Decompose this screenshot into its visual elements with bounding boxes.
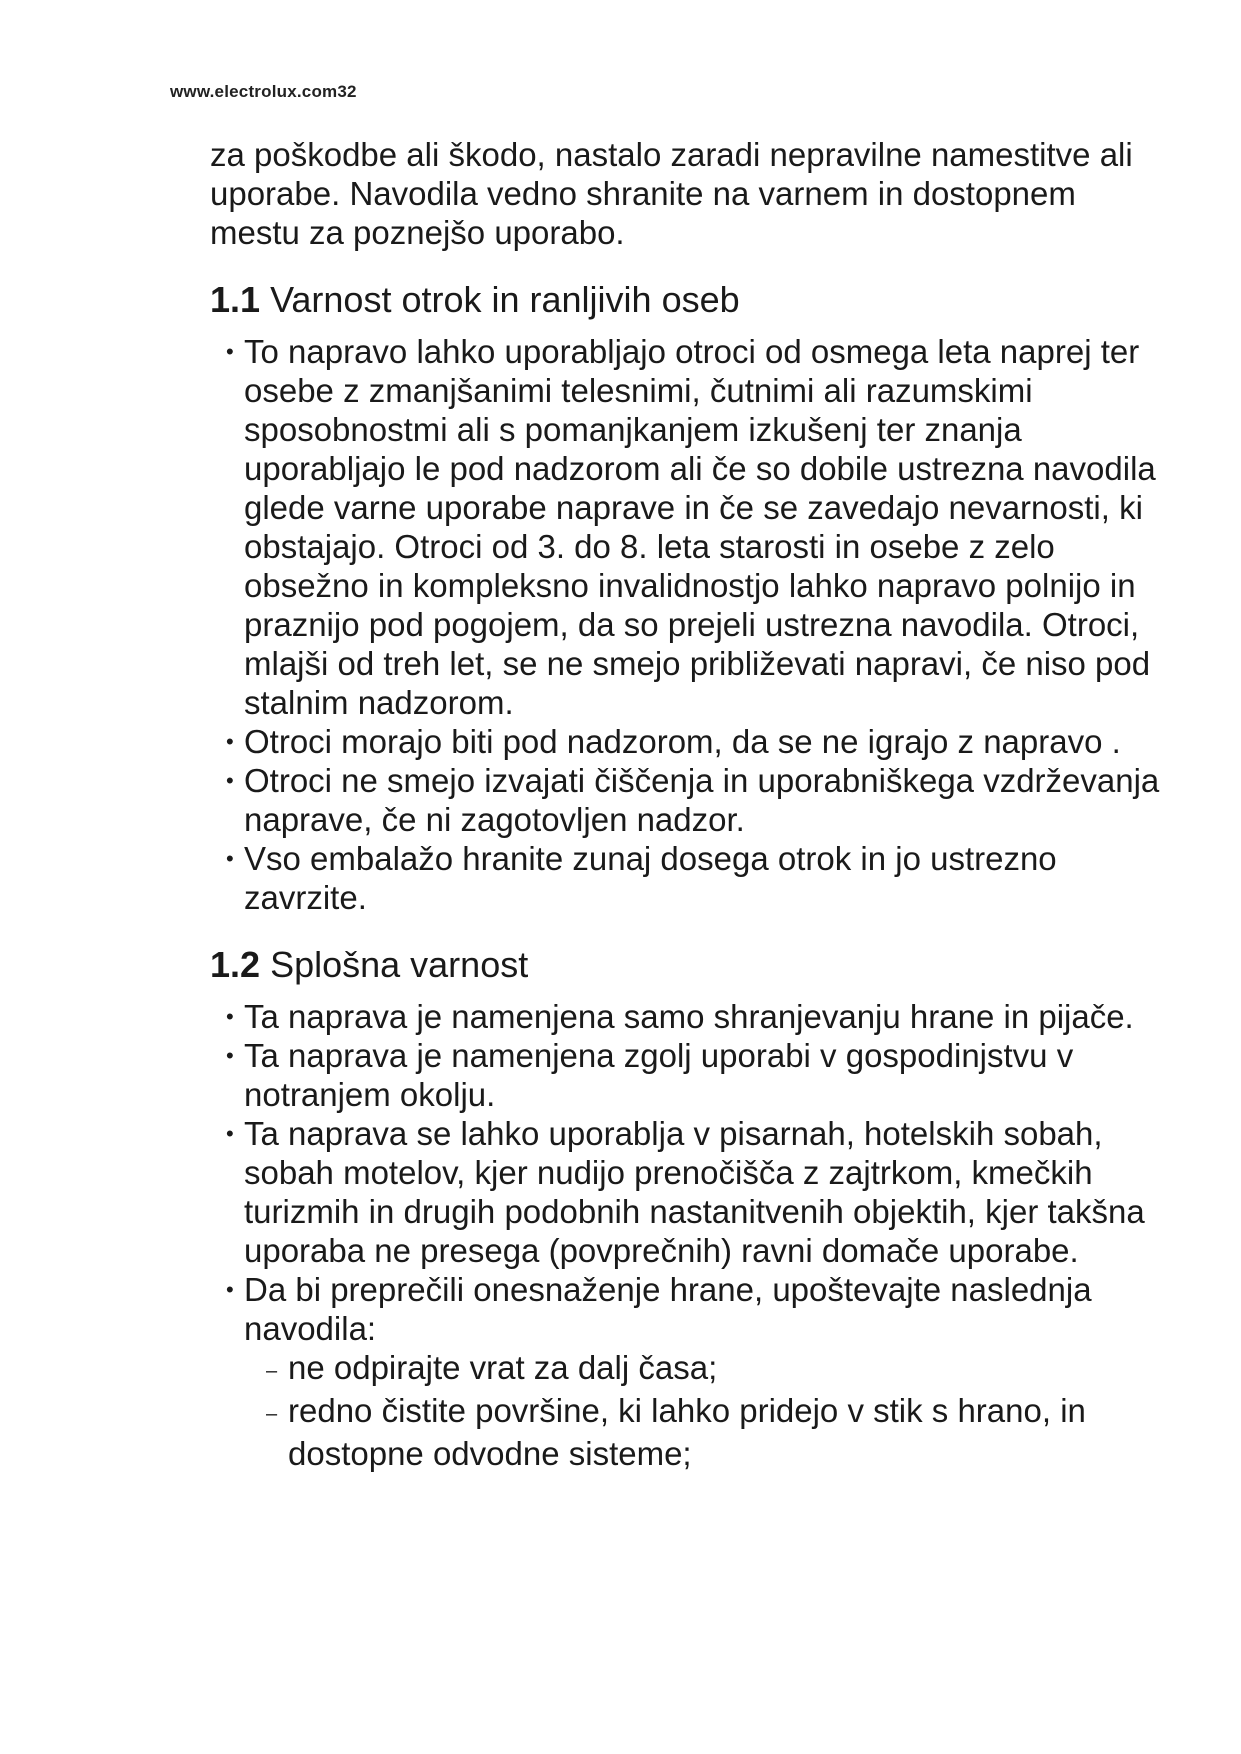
bullet-icon: • <box>226 339 234 364</box>
section-heading-1-1 <box>210 278 1170 322</box>
list-item <box>210 332 1170 722</box>
bullet-icon: • <box>226 1121 234 1146</box>
page-header-url: www.electrolux.com32 <box>170 82 357 101</box>
intro-paragraph: za poškodbe ali škodo, nastalo zaradi nepravilne namestitve ali uporabe. Navodila vedno shranite na varnem in dostopnem mestu za poznejšo uporabo. <box>210 136 1133 251</box>
list-item-text: Ta naprava je namenjena samo shranjevanju hrane in pijače. <box>244 998 1134 1035</box>
dash-icon: – <box>266 1360 278 1382</box>
list-item <box>210 761 1170 839</box>
sub-list-item-text: ne odpirajte vrat za dalj časa; <box>288 1349 718 1386</box>
bullet-icon: • <box>226 729 234 754</box>
section-number: 1.1 <box>210 279 261 320</box>
list-item-text: Ta naprava se lahko uporablja v pisarnah, hotelskih sobah, sobah motelov, kjer nudijo prenočišča z zajtrkom, kmečkih turizmih in drugih podobnih nastanitvenih objektih, kjer takšna uporaba ne presega (povprečnih) ravni domače uporabe. <box>244 1115 1145 1269</box>
sub-list-item <box>210 1348 1170 1391</box>
dash-icon: – <box>266 1403 278 1425</box>
section-title: Splošna varnost <box>270 944 529 985</box>
section-number: 1.2 <box>210 944 261 985</box>
list-item <box>210 1270 1170 1473</box>
list-item <box>210 1114 1170 1270</box>
bullet-icon: • <box>226 768 234 793</box>
bullet-icon: • <box>226 1277 234 1302</box>
list-item <box>210 722 1170 761</box>
list-item-text: Vso embalažo hranite zunaj dosega otrok in jo ustrezno zavrzite. <box>244 840 1057 916</box>
section-title: Varnost otrok in ranljivih oseb <box>270 279 740 320</box>
sub-list-item <box>210 1391 1170 1473</box>
section-heading-1-2 <box>210 943 1170 987</box>
list-item <box>210 997 1170 1036</box>
bullet-list-1-2 <box>210 997 1170 1473</box>
bullet-icon: • <box>226 1043 234 1068</box>
list-item-text: Da bi preprečili onesnaženje hrane, upoštevajte naslednja navodila: <box>244 1271 1092 1347</box>
list-item <box>210 1036 1170 1114</box>
list-item-text: Ta naprava je namenjena zgolj uporabi v gospodinjstvu v notranjem okolju. <box>244 1037 1074 1113</box>
sub-list-item-text: redno čistite površine, ki lahko pridejo v stik s hrano, in dostopne odvodne sisteme; <box>288 1392 1086 1472</box>
bullet-list-1-1 <box>210 332 1170 917</box>
sub-list <box>244 1348 1170 1473</box>
bullet-icon: • <box>226 846 234 871</box>
list-item-text: Otroci ne smejo izvajati čiščenja in uporabniškega vzdrževanja naprave, če ni zagotovljen nadzor. <box>244 762 1160 838</box>
list-item <box>210 839 1170 917</box>
list-item-text: To napravo lahko uporabljajo otroci od osmega leta naprej ter osebe z zmanjšanimi telesnimi, čutnimi ali razumskimi sposobnostmi ali s pomanjkanjem izkušenj ter znanja uporabljajo le pod nadzorom ali če so dobile ustrezna navodila glede varne uporabe naprave in če se zavedajo nevarnosti, ki obstajajo. Otroci od 3. do 8. leta starosti in osebe z zelo obsežno in kompleksno invalidnostjo lahko napravo polnijo in praznijo pod pogojem, da so prejeli ustrezna navodila. Otroci, mlajši od treh let, se ne smejo približevati napravi, če niso pod stalnim nadzorom. <box>244 333 1156 721</box>
document-body <box>210 135 1170 1473</box>
list-item-text: Otroci morajo biti pod nadzorom, da se ne igrajo z napravo . <box>244 723 1121 760</box>
bullet-icon: • <box>226 1004 234 1029</box>
